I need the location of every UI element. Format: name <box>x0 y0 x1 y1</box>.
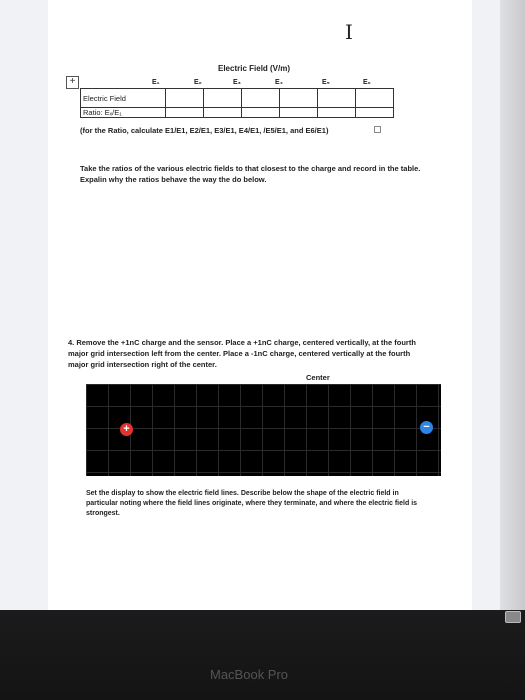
table-row <box>81 108 394 118</box>
device-brand: MacBook Pro <box>210 667 289 682</box>
table-cell[interactable] <box>204 89 242 108</box>
column-header: E₆ <box>363 79 371 86</box>
column-header: E₁ <box>152 79 160 86</box>
table-resize-handle-icon[interactable] <box>374 126 381 133</box>
ratios-instruction: Take the ratios of the various electric fields to that closest to the charge and record in the table. Expalin why the ratios behave the way the do below. <box>80 164 421 184</box>
positive-charge-icon[interactable]: + <box>120 423 133 436</box>
negative-charge-icon[interactable]: − <box>420 421 433 434</box>
row-label-electric-field: Electric Field <box>81 89 166 108</box>
electric-field-table <box>80 88 394 118</box>
table-cell[interactable] <box>242 108 280 118</box>
column-header: E₂ <box>194 79 202 86</box>
table-cell[interactable] <box>318 89 356 108</box>
table-cell[interactable] <box>204 108 242 118</box>
table-title: Electric Field (V/m) <box>218 64 291 73</box>
window-edge <box>500 0 525 610</box>
column-header: E₃ <box>233 79 241 86</box>
row-label-ratio: Ratio: Eₓ/E₁ <box>81 108 166 118</box>
table-cell[interactable] <box>280 108 318 118</box>
center-label: Center <box>306 373 330 382</box>
table-cell[interactable] <box>318 108 356 118</box>
table-cell[interactable] <box>356 108 394 118</box>
ratio-note: (for the Ratio, calculate E1/E1, E2/E1, E3/E1, E4/E1, /E5/E1, and E6/E1) <box>80 126 329 135</box>
battery-icon <box>505 611 521 623</box>
text-cursor-icon: I <box>345 20 353 44</box>
table-cell[interactable] <box>242 89 280 108</box>
table-cell[interactable] <box>166 108 204 118</box>
simulation-canvas[interactable] <box>86 384 441 476</box>
table-row <box>81 89 394 108</box>
table-move-handle-icon[interactable]: + <box>66 76 79 89</box>
field-lines-instruction: Set the display to show the electric field lines. Describe below the shape of the electric field in particular noting where the field lines originate, where they terminate, and where the electric field is strongest. <box>86 490 418 517</box>
column-header: E₄ <box>275 79 284 86</box>
table-cell[interactable] <box>356 89 394 108</box>
step-4-instruction: 4. Remove the +1nC charge and the sensor. Place a +1nC charge, centered vertically, at the fourth major grid intersection left from the center. Place a -1nC charge, centered vertically at the fourth major grid intersection right of the center. <box>68 338 416 369</box>
column-header: E₅ <box>322 79 330 86</box>
table-cell[interactable] <box>280 89 318 108</box>
table-cell[interactable] <box>166 89 204 108</box>
